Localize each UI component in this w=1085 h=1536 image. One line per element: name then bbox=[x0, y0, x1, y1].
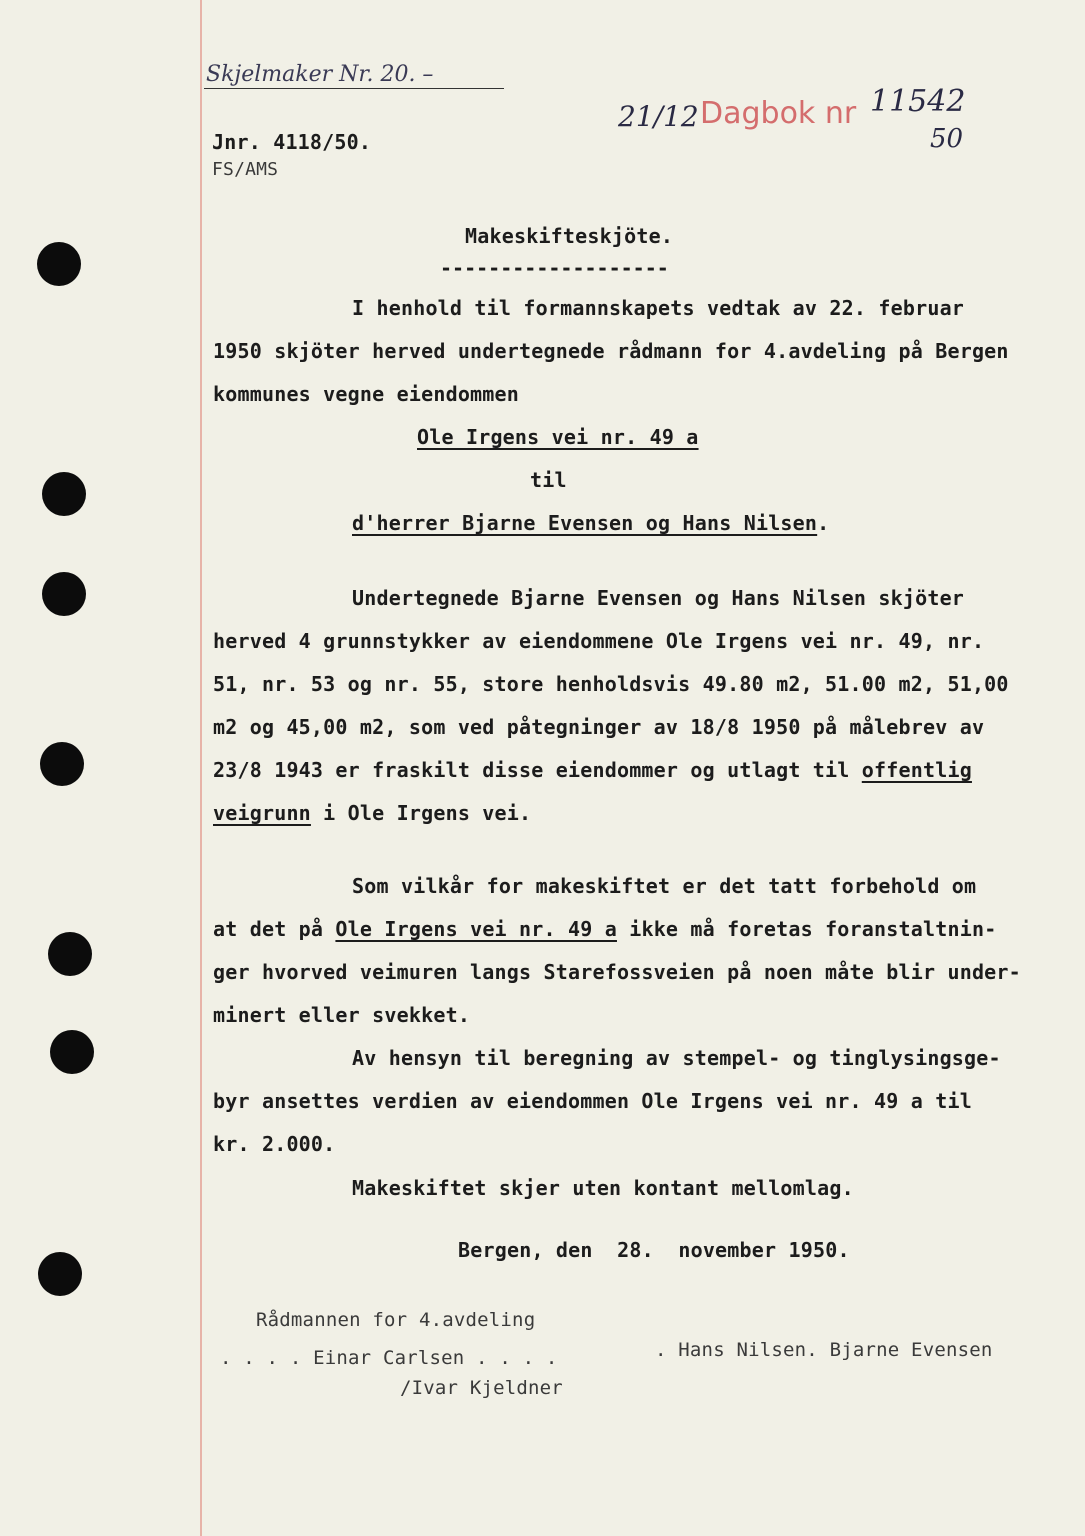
paragraph-line: I henhold til formannskapets vedtak av 22. februar bbox=[352, 296, 965, 320]
paragraph-line bbox=[213, 758, 972, 782]
text-segment: 23/8 1943 er fraskilt disse eiendommer og utlagt til bbox=[213, 758, 862, 782]
underlined-text: Ole Irgens vei nr. 49 a bbox=[335, 917, 617, 941]
text-segment: i Ole Irgens vei. bbox=[310, 801, 532, 825]
signature-left: . . . . Einar Carlsen . . . . bbox=[220, 1347, 558, 1369]
margin-line bbox=[200, 0, 202, 1536]
paragraph-line: Av hensyn til beregning av stempel- og tinglysingsge- bbox=[352, 1046, 1001, 1070]
reference-underline bbox=[204, 88, 504, 89]
paragraph-line: herved 4 grunnstykker av eiendommene Ole Irgens vei nr. 49, nr. bbox=[213, 629, 985, 653]
date-handwritten: 21/12 bbox=[618, 100, 699, 133]
til-line: til bbox=[530, 468, 567, 492]
document-title: Makeskifteskjöte. bbox=[465, 224, 674, 248]
title-rule: ------------------- bbox=[440, 256, 669, 280]
paragraph-line: 51, nr. 53 og nr. 55, store henholdsvis 49.80 m2, 51.00 m2, 51,00 bbox=[213, 672, 1009, 696]
paragraph-line: Som vilkår for makeskiftet er det tatt forbehold om bbox=[352, 874, 977, 898]
signature-title-left: Rådmannen for 4.avdeling bbox=[256, 1309, 536, 1331]
dagbok-stamp: Dagbok nr bbox=[700, 96, 857, 131]
underlined-text: offentlig bbox=[861, 758, 972, 782]
paragraph-line: minert eller svekket. bbox=[213, 1003, 471, 1027]
initials: FS/AMS bbox=[212, 159, 279, 180]
recipients: d'herrer Bjarne Evensen og Hans Nilsen bbox=[352, 511, 818, 535]
journal-number: Jnr. 4118/50. bbox=[212, 130, 372, 154]
recipients-period: . bbox=[817, 511, 830, 535]
handwritten-reference: Skjelmaker Nr. 20. – bbox=[206, 62, 434, 87]
paragraph-line: 1950 skjöter herved undertegnede rådmann for 4.avdeling på Bergen bbox=[213, 339, 1009, 363]
punch-hole bbox=[50, 1030, 94, 1074]
signature-right: . Hans Nilsen. Bjarne Evensen bbox=[655, 1339, 993, 1361]
text-segment: at det på bbox=[213, 917, 336, 941]
punch-hole bbox=[42, 572, 86, 616]
dagbok-year: 50 bbox=[930, 124, 964, 154]
paragraph-line: Makeskiftet skjer uten kontant mellomlag. bbox=[352, 1176, 854, 1200]
punch-hole bbox=[38, 1252, 82, 1296]
signature-sub: /Ivar Kjeldner bbox=[400, 1377, 563, 1399]
paragraph-line: ger hvorved veimuren langs Starefossveien på noen måte blir under- bbox=[213, 960, 1021, 984]
punch-hole bbox=[40, 742, 84, 786]
paragraph-line bbox=[213, 917, 996, 941]
text-segment: ikke må foretas foranstaltnin- bbox=[616, 917, 997, 941]
paragraph-line: kr. 2.000. bbox=[213, 1132, 336, 1156]
paragraph-line bbox=[213, 801, 531, 825]
recipients-line bbox=[352, 511, 829, 535]
property-address: Ole Irgens vei nr. 49 a bbox=[417, 425, 699, 449]
paragraph-line: m2 og 45,00 m2, som ved påtegninger av 18/8 1950 på målebrev av bbox=[213, 715, 985, 739]
dagbok-number: 11542 bbox=[870, 84, 966, 119]
punch-hole bbox=[48, 932, 92, 976]
underlined-text: veigrunn bbox=[213, 801, 311, 825]
paragraph-line: byr ansettes verdien av eiendommen Ole Irgens vei nr. 49 a til bbox=[213, 1089, 972, 1113]
paragraph-line: kommunes vegne eiendommen bbox=[213, 382, 520, 406]
paragraph-line: Undertegnede Bjarne Evensen og Hans Nilsen skjöter bbox=[352, 586, 965, 610]
punch-hole bbox=[37, 242, 81, 286]
place-date: Bergen, den 28. november 1950. bbox=[458, 1238, 850, 1262]
punch-hole bbox=[42, 472, 86, 516]
